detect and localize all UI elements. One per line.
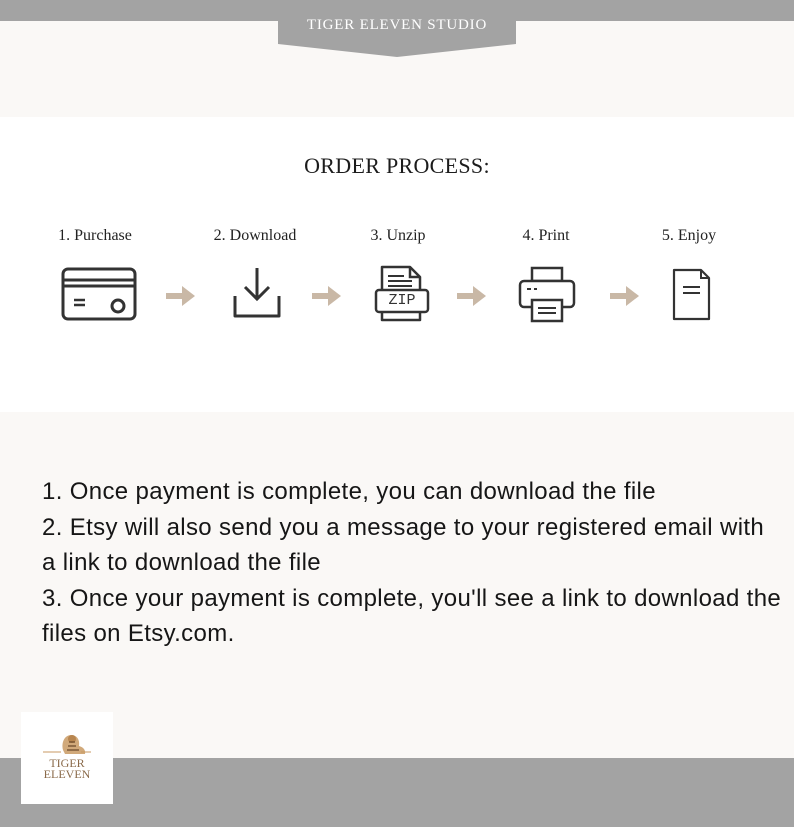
step-label-unzip: 3. Unzip — [370, 227, 426, 244]
studio-banner — [278, 0, 516, 58]
credit-card-icon — [61, 264, 137, 322]
arrow-right-icon — [312, 285, 342, 307]
instruction-line-2: 2. Etsy will also send you a message to your registered email with a link to download the file — [42, 513, 765, 576]
instruction-line-3: 3. Once your payment is complete, you'll see a link to download the files on Etsy.com. — [42, 584, 782, 647]
studio-name: TIGER ELEVEN STUDIO — [306, 17, 488, 33]
step-label-enjoy: 5. Enjoy — [661, 227, 717, 244]
arrow-right-icon — [457, 285, 487, 307]
document-icon — [671, 264, 713, 322]
order-process-panel — [0, 117, 794, 412]
download-icon — [230, 264, 284, 320]
printer-icon — [517, 264, 577, 324]
bottom-bar — [0, 758, 794, 827]
logo-text-eleven: ELEVEN — [43, 767, 91, 781]
step-label-print: 4. Print — [522, 227, 570, 244]
process-title: ORDER PROCESS: — [304, 153, 490, 178]
step-label-purchase: 1. Purchase — [58, 227, 132, 244]
step-label-download: 2. Download — [213, 227, 297, 244]
zip-file-icon — [374, 264, 430, 324]
arrow-right-icon — [166, 285, 196, 307]
zip-label: ZIP — [388, 292, 416, 309]
instructions-text — [42, 474, 782, 652]
arrow-right-icon — [610, 285, 640, 307]
tiger-eleven-logo — [21, 712, 113, 804]
instruction-line-1: 1. Once payment is complete, you can download the file — [42, 478, 656, 505]
logo-text-tiger: TIGER — [49, 756, 85, 770]
